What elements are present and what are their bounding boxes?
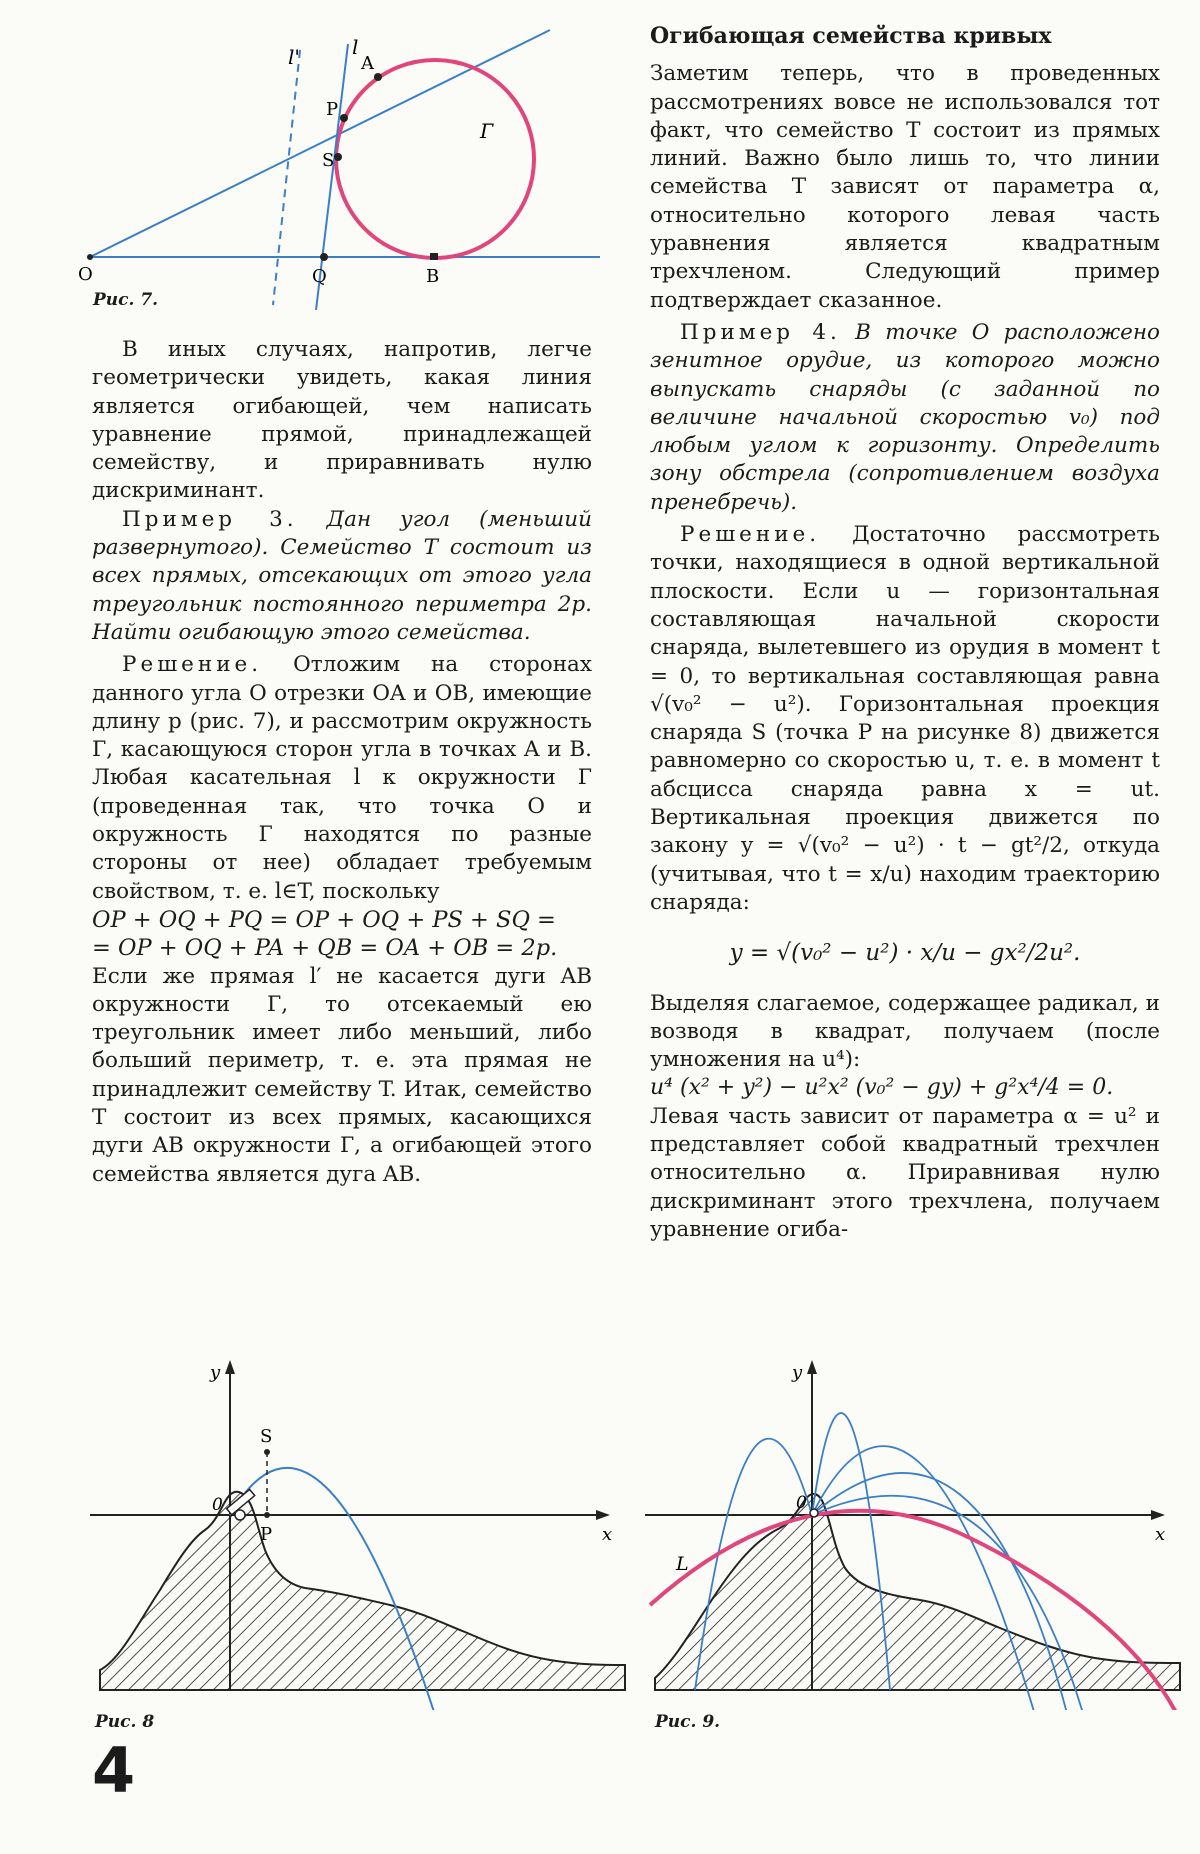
example-3 — [92, 506, 592, 647]
fig7-label-gamma: Г — [480, 119, 494, 143]
fig7-point-P — [340, 114, 348, 122]
fig7-line-l-prime — [273, 50, 300, 305]
fig7-label-l: l — [352, 35, 359, 59]
fig9-label-y: y — [792, 1362, 803, 1383]
solution-4-label: Решение. — [680, 522, 821, 548]
figure-8 — [90, 1360, 630, 1710]
fig9-caption: Рис. 9. — [655, 1712, 721, 1732]
right-paragraph-1: Заметим теперь, что в проведенных рассмотрениях вовсе не использовался тот факт, что семейство T состоит из прямых линий. Важно было лишь то, что линии семейства T зависят от параметра α, относительно которого левая часть уравнения является квадратным трехчленом. Следующий пример подтверждает сказанное. — [650, 61, 1160, 313]
fig7-point-S — [334, 153, 342, 161]
example-4-label: Пример 4. — [680, 319, 841, 345]
figure-7 — [60, 20, 620, 330]
fig7-point-B — [430, 253, 438, 260]
fig7-label-l-prime: l' — [288, 45, 300, 69]
fig7-point-A — [374, 73, 382, 81]
fig7-label-P: P — [326, 99, 339, 120]
trajectory-formula: y = √(v₀² − u²) · x/u − gx²/2u². — [729, 940, 1081, 967]
fig8-point-S — [264, 1449, 270, 1455]
formula-line-2: = OP + OQ + PA + QB = OA + OB = 2p. — [92, 935, 558, 962]
figure-9 — [640, 1360, 1185, 1710]
left-paragraph-after: Если же прямая l′ не касается дуги AB окружности Г, то отсекаемый ею треугольник имеет либо меньший, либо больший периметр, т. е. эта прямая не принадлежит семейству T. Итак, семейство T состоит из всех прямых, касающихся дуги AB окружности Г, а огибающей этого семейства является дуга AB. — [92, 963, 592, 1187]
fig7-label-B: B — [426, 266, 440, 287]
fig9-label-origin: 0 — [796, 1493, 807, 1513]
fig7-label-A: A — [361, 53, 374, 74]
fig8-label-y: y — [210, 1362, 221, 1383]
fig7-label-Q: Q — [312, 266, 327, 287]
fig7-caption: Рис. 7. — [93, 290, 159, 310]
fig8-label-S: S — [260, 1426, 273, 1447]
solution-3-text: Отложим на сторонах данного угла O отрезки OA и OB, имеющие длину p (рис. 7), и рассмотрим окружность Г, касающуюся сторон угла в точках A и B. Любая касательная l к окружности Г (проведенная так, что точка O и окружность Г находятся по разные стороны от нее) обладает требуемым свойством, т. е. l∈T, поскольку — [92, 652, 592, 904]
solution-4 — [650, 521, 1160, 917]
fig8-x-arrow — [596, 1510, 610, 1520]
fig7-upper-side — [90, 30, 550, 257]
fig9-label-x: x — [1155, 1524, 1166, 1545]
fig9-label-L: L — [676, 1553, 689, 1575]
fig8-caption: Рис. 8 — [95, 1712, 155, 1732]
fig7-label-O: O — [78, 264, 93, 285]
fig9-x-arrow — [1151, 1510, 1165, 1520]
fig9-terrain — [655, 1494, 1180, 1690]
right-paragraph-3: Левая часть зависит от параметра α = u² и представляет собой квадратный трехчлен относительно α. Приравнивая нулю дискриминант этого трехчлена, получаем уравнение огиба- — [650, 1103, 1160, 1242]
left-column — [92, 336, 592, 1189]
example-4 — [650, 319, 1160, 517]
fig8-cannon-wheel — [235, 1510, 245, 1520]
right-paragraph-2: Выделяя слагаемое, содержащее радикал, и возводя в квадрат, получаем (после умножения на u⁴): — [650, 990, 1160, 1073]
solution-4-text: Достаточно рассмотреть точки, находящиеся в одной вертикальной плоскости. Если u — горизонтальная составляющая начальной скорости снаряда, вылетевшего из орудия в момент t = 0, то вертикальная составляющая равна √(v₀² − u²). Горизонтальная проекция снаряда S (точка P на рисунке 8) движется равномерно со скоростью u, т. е. в момент t абсцисса снаряда равна x = ut. Вертикальная проекция движется по закону y = √(v₀² − u²) · t − gt²/2, откуда (учитывая, что t = x/u) находим траекторию снаряда: — [650, 522, 1160, 915]
right-column — [650, 22, 1160, 1244]
page-number: 4 — [92, 1734, 136, 1807]
formula-line-1: OP + OQ + PQ = OP + OQ + PS + SQ = — [92, 906, 556, 933]
fig8-point-P — [264, 1512, 270, 1518]
fig7-circle-gamma — [336, 60, 534, 258]
fig8-terrain — [100, 1492, 625, 1690]
fig7-point-Q — [320, 253, 328, 261]
example-3-text: Дан угол (меньший развернутого). Семейство T состоит из всех прямых, отсекающих от этого угла треугольник постоянного периметра 2p. Найти огибающую этого семейства. — [92, 506, 592, 645]
fig8-y-arrow — [225, 1360, 235, 1374]
fig8-label-P: P — [260, 1524, 273, 1545]
fig7-point-O — [87, 254, 93, 260]
fig9-cannon — [810, 1509, 818, 1517]
section-heading: Огибающая семейства кривых — [650, 23, 1052, 49]
fig8-label-x: x — [602, 1524, 613, 1545]
fig9-y-arrow — [807, 1360, 817, 1374]
fig7-label-S: S — [322, 150, 335, 171]
left-paragraph-1: В иных случаях, напротив, легче геометрически увидеть, какая линия является огибающей, чем написать уравнение прямой, принадлежащей семейству, и приравнивать нулю дискриминант. — [92, 337, 592, 504]
solution-3-label: Решение. — [122, 652, 263, 678]
example-3-label: Пример 3. — [122, 506, 298, 532]
example-4-text: В точке O расположено зенитное орудие, из которого можно выпускать снаряды (с заданной по величине начальной скоростью v₀) под любым углом к горизонту. Определить зону обстрела (сопротивлением воздуха пренебречь). — [650, 319, 1160, 515]
solution-3 — [92, 651, 592, 906]
squared-formula: u⁴ (x² + y²) − u²x² (v₀² − gy) + g²x⁴/4 = 0. — [650, 1075, 1114, 1101]
fig8-label-origin: 0 — [212, 1495, 223, 1515]
